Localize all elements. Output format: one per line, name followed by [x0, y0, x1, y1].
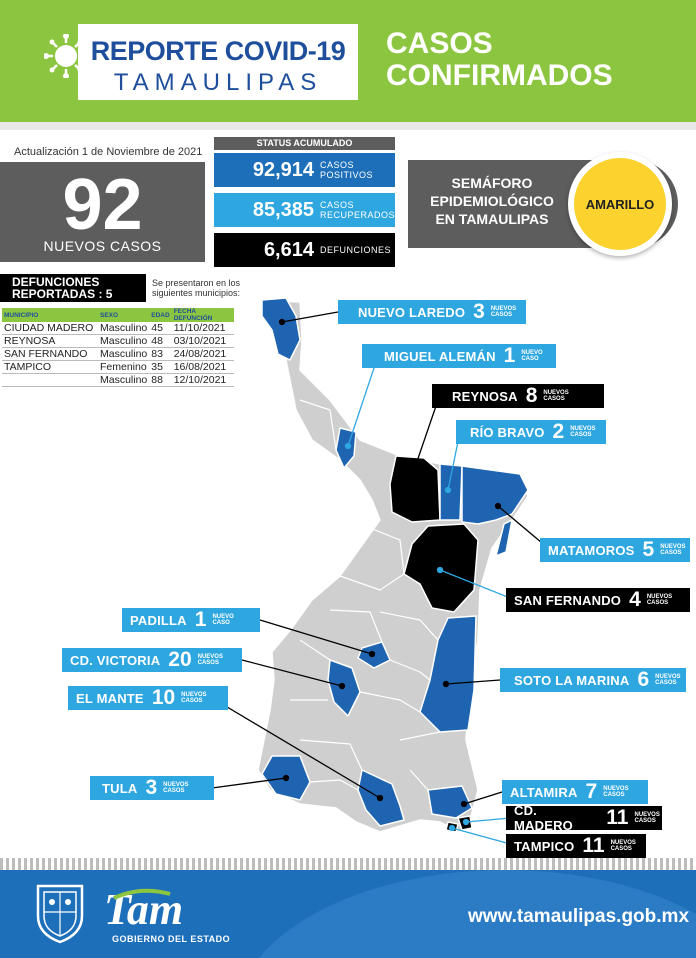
label-name: CD. MADERO — [514, 803, 573, 833]
label-sub-line: NUEVOS — [610, 839, 636, 846]
label-sub-line: NUEVOS — [570, 425, 596, 432]
label-padilla — [122, 608, 260, 632]
column-header: SEXO — [98, 308, 149, 322]
label-cases: 4 — [629, 588, 641, 611]
label-sub-line: NUEVOS — [490, 305, 517, 312]
stat-label: DEFUNCIONES — [320, 245, 392, 255]
label-sub-line: NUEVOS — [646, 593, 673, 600]
label-name: CD. VICTORIA — [70, 652, 161, 668]
cell-sexo: Masculino — [100, 335, 148, 347]
label-cases: 6 — [637, 668, 650, 691]
label-soto-la-marina — [500, 668, 686, 692]
label-sub — [212, 614, 240, 627]
label-matamoros — [540, 538, 690, 562]
label-sub-line: CASOS — [655, 680, 677, 686]
new-cases-box — [0, 162, 205, 262]
cell-municipio: REYNOSA — [2, 335, 98, 348]
label-name: SOTO LA MARINA — [514, 672, 630, 688]
stat-label-line: RECUPERADOS — [320, 210, 396, 220]
label-sub-line: CASOS — [660, 550, 682, 556]
defunciones-title-line: REPORTADAS : 5 — [12, 287, 113, 301]
update-date: Actualización 1 de Noviembre de 2021 — [14, 146, 203, 158]
stat-label-line: POSITIVOS — [320, 170, 374, 180]
stat-label-line: CASOS — [320, 160, 355, 170]
label-cases: 11 — [582, 834, 605, 857]
stat-value: 85,385 — [252, 198, 314, 221]
label-sub — [163, 782, 191, 795]
label-sub-line: CASOS — [543, 396, 565, 402]
cell-sexo: Masculino — [100, 348, 148, 360]
report-title: REPORTE COVID-19 — [90, 36, 346, 66]
label-name: MATAMOROS — [548, 542, 635, 558]
label-cases: 5 — [642, 538, 655, 561]
label-cases: 10 — [151, 686, 176, 709]
status-header: STATUS ACUMULADO — [214, 137, 395, 150]
label-sub-line: NUEVO — [521, 349, 543, 356]
stat-value: 92,914 — [252, 158, 314, 181]
label-name: RÍO BRAVO — [470, 424, 545, 440]
stat-label — [320, 160, 390, 180]
label-sub-line: CASO — [212, 620, 230, 626]
label-cases: 2 — [552, 420, 565, 443]
label-sub-line: CASOS — [570, 432, 592, 438]
label-sub-line: CASOS — [181, 698, 203, 704]
label-tula — [90, 776, 214, 800]
stat-defunciones — [214, 233, 395, 267]
label-name: NUEVO LAREDO — [358, 304, 466, 320]
label-reynosa — [432, 384, 604, 408]
label-sub — [611, 840, 639, 853]
tam-logo-text: Tam — [104, 885, 184, 934]
cell-sexo: Masculino — [100, 374, 148, 386]
label-sub — [660, 544, 688, 557]
cell-fecha: 16/08/2021 — [172, 361, 234, 374]
cell-edad: 48 — [149, 335, 171, 348]
cell-edad: 83 — [149, 348, 171, 361]
label-nuevo-laredo — [338, 300, 526, 324]
cell-edad: 88 — [149, 374, 171, 387]
label-cases: 1 — [194, 608, 207, 631]
label-sub — [634, 812, 662, 825]
stat-recuperados — [214, 193, 395, 227]
label-name: EL MANTE — [76, 690, 144, 706]
defunciones-title-line: DEFUNCIONES — [12, 275, 100, 289]
label-sub — [521, 350, 549, 363]
label-name: PADILLA — [130, 612, 187, 628]
header-divider — [0, 122, 696, 130]
label-sub-line: NUEVOS — [655, 673, 681, 680]
label-cases: 3 — [473, 300, 485, 323]
label-sub-line: NUEVOS — [603, 785, 629, 792]
label-sub — [543, 390, 571, 403]
confirmados-line: CONFIRMADOS — [386, 59, 613, 92]
label-sub-line: CASO — [521, 356, 539, 362]
report-title-box — [78, 24, 358, 100]
label-sub-line: CASOS — [197, 660, 219, 666]
casos-line: CASOS — [386, 27, 493, 60]
label-sub — [655, 674, 683, 687]
website-url[interactable]: www.tamaulipas.gob.mx — [468, 906, 690, 927]
cell-municipio: CIUDAD MADERO — [2, 322, 98, 335]
cell-fecha: 24/08/2021 — [172, 348, 234, 361]
cell-fecha: 03/10/2021 — [172, 335, 234, 348]
label-sub — [491, 306, 519, 319]
cell-municipio: SAN FERNANDO — [2, 348, 98, 361]
cell-edad: 35 — [149, 361, 171, 374]
label-altamira — [502, 780, 648, 804]
tamaulipas-map — [0, 280, 696, 860]
casos-confirmados-title — [386, 28, 613, 92]
label-miguel-aleman — [362, 344, 556, 368]
label-sub-line: CASOS — [634, 818, 656, 824]
label-cases: 1 — [503, 344, 516, 367]
label-cases: 7 — [585, 780, 598, 803]
stat-label — [320, 200, 396, 220]
gobierno-label: GOBIERNO DEL ESTADO — [112, 934, 231, 944]
label-name: SAN FERNANDO — [514, 592, 622, 608]
semaforo-status-badge: AMARILLO — [568, 152, 672, 256]
label-cd-madero — [506, 803, 662, 833]
label-name: ALTAMIRA — [510, 784, 578, 800]
label-sub-line: NUEVOS — [660, 543, 686, 550]
label-sub-line: CASOS — [490, 312, 513, 318]
label-sub-line: NUEVO — [212, 613, 234, 620]
label-sub-line: NUEVOS — [634, 811, 660, 818]
label-sub-line: NUEVOS — [543, 389, 569, 396]
label-sub-line: NUEVOS — [181, 691, 207, 698]
label-tampico — [506, 834, 646, 858]
label-sub-line: CASOS — [646, 600, 669, 606]
stat-positivos — [214, 153, 395, 187]
new-cases-number: 92 — [62, 165, 143, 245]
column-header: EDAD — [149, 308, 171, 322]
tam-logo — [100, 880, 230, 938]
defunciones-note: Se presentaron en los siguientes municipios: — [152, 278, 241, 298]
label-sub — [198, 654, 226, 667]
label-name: MIGUEL ALEMÁN — [384, 348, 496, 364]
map-matamoros — [462, 466, 528, 524]
label-sub-line: CASOS — [610, 846, 632, 852]
label-name: REYNOSA — [452, 388, 518, 404]
label-name: TAMPICO — [514, 838, 575, 854]
label-name: TULA — [102, 780, 138, 796]
label-sub — [647, 594, 675, 607]
column-header: MUNICIPIO — [2, 308, 98, 322]
map-state-base — [258, 300, 528, 832]
label-sub-line: NUEVOS — [163, 781, 189, 788]
semaforo-title — [412, 174, 572, 228]
label-sub — [570, 426, 598, 439]
cell-municipio: TAMPICO — [2, 361, 98, 374]
label-rio-bravo — [456, 420, 606, 444]
label-sub-line: CASOS — [163, 788, 185, 794]
label-cases: 11 — [606, 806, 629, 829]
label-sub — [181, 692, 209, 705]
report-subtitle: TAMAULIPAS — [113, 69, 323, 96]
stat-label-line: CASOS — [320, 200, 355, 210]
label-el-mante — [68, 686, 228, 710]
cell-fecha: 11/10/2021 — [172, 322, 234, 335]
new-cases-label: NUEVOS CASOS — [43, 238, 162, 254]
footer-stripe — [0, 858, 696, 870]
label-cd-victoria — [62, 648, 242, 672]
cell-sexo: Femenino — [98, 361, 149, 374]
label-cases: 8 — [525, 384, 538, 407]
label-cases: 20 — [168, 648, 192, 671]
stat-value: 6,614 — [263, 238, 314, 261]
semaforo-line: EPIDEMIOLÓGICO — [430, 193, 554, 209]
label-sub-line: NUEVOS — [197, 653, 223, 660]
semaforo-line: EN TAMAULIPAS — [435, 211, 549, 227]
semaforo-line: SEMÁFORO — [451, 175, 533, 191]
state-shield-icon — [34, 880, 86, 944]
cell-sexo: Masculino — [100, 322, 148, 334]
cell-fecha: 12/10/2021 — [172, 374, 234, 387]
label-sub — [603, 786, 631, 799]
column-header: FECHA DEFUNCIÓN — [172, 308, 234, 322]
label-san-fernando — [506, 588, 690, 612]
cell-edad: 45 — [149, 322, 171, 335]
label-cases: 3 — [145, 776, 158, 799]
label-sub-line: CASOS — [603, 792, 625, 798]
